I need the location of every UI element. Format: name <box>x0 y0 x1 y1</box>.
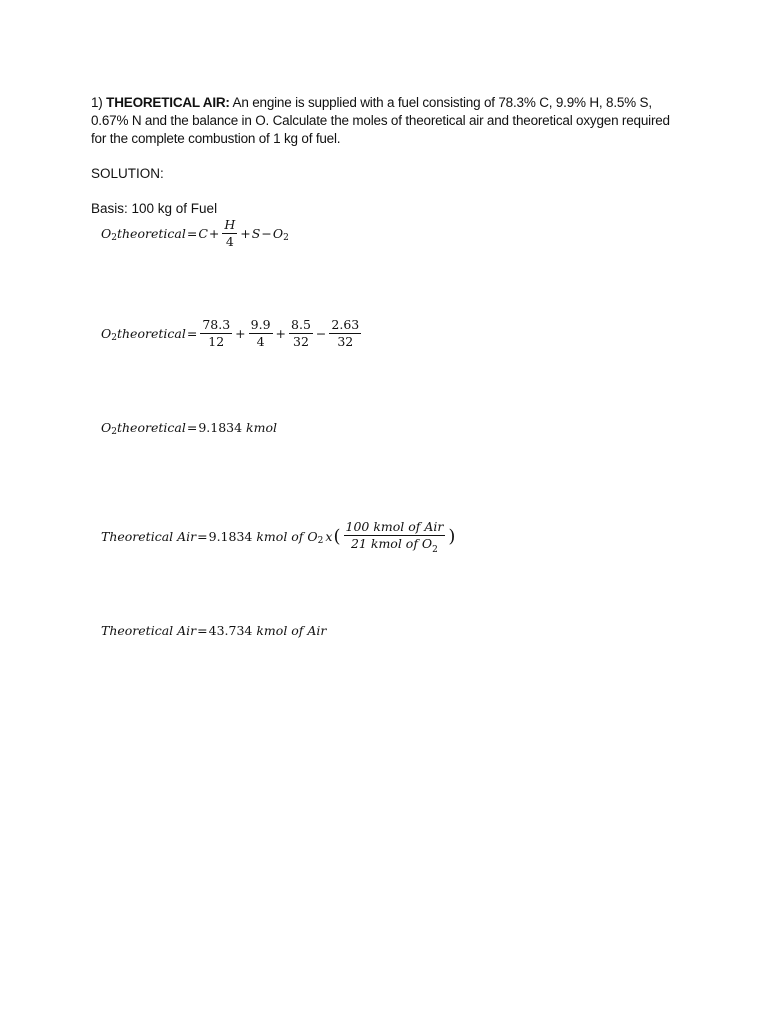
solution-label: SOLUTION: <box>91 166 164 181</box>
eq4-value: 9.1834 <box>208 529 253 544</box>
eq3-equals: = <box>186 420 198 435</box>
eq2-minus: − <box>315 326 327 341</box>
eq5-lhs: Theoretical Air <box>101 623 197 638</box>
problem-text: An engine is supplied with a fuel consisting of 78.3% C, 9.9% H, 8.5% S, 0.67% N and the balance in O. Calculate the moles of theoretical air and theoretical oxygen required for the complete combustion of 1 kg of fuel. <box>91 95 670 146</box>
eq2-fraction-4 <box>329 318 361 349</box>
eq3-unit: kmol <box>246 420 277 435</box>
eq4-equals: = <box>197 529 208 544</box>
problem-number: 1) <box>91 95 103 110</box>
eq3-lhs-word: theoretical <box>116 420 186 435</box>
eq2-plus1: + <box>235 326 246 341</box>
eq2-f1-num: 78.3 <box>202 317 231 332</box>
eq1-fraction-h <box>222 218 237 249</box>
eq2-lhs-word: theoretical <box>116 326 186 341</box>
eq1-o: O <box>272 226 284 241</box>
eq1-o-sub: 2 <box>283 232 289 243</box>
eq2-f1-den: 12 <box>208 334 225 349</box>
eq4-lhs: Theoretical Air <box>101 529 197 544</box>
eq2-equals: = <box>186 326 198 341</box>
eq4-den <box>349 536 440 553</box>
eq2-f2-den: 4 <box>256 334 265 349</box>
eq4-num: 100 kmol of Air <box>345 519 444 534</box>
eq1-lhs-sub: 2 <box>111 232 117 243</box>
problem-statement <box>91 94 681 148</box>
eq2-lhs-sub: 2 <box>111 332 117 343</box>
eq2-f4-num: 2.63 <box>331 317 360 332</box>
eq4-unit: kmol of O <box>256 529 318 544</box>
problem-heading: THEORETICAL AIR: <box>106 95 230 110</box>
eq2-f3-den: 32 <box>293 334 309 349</box>
eq1-s: S <box>251 226 261 241</box>
eq2-lhs-o: O <box>101 326 112 341</box>
eq5-equals: = <box>197 623 208 638</box>
equation-o2-formula <box>101 218 289 249</box>
eq2-f4-den: 32 <box>337 334 354 349</box>
eq1-equals: = <box>186 226 198 241</box>
eq2-f2-num: 9.9 <box>250 317 271 332</box>
eq4-fraction <box>344 520 446 553</box>
eq3-value: 9.1834 <box>198 420 243 435</box>
eq5-value: 43.734 <box>208 623 253 638</box>
equation-air-conversion <box>101 520 456 553</box>
eq4-den-text: 21 kmol of O <box>350 536 433 551</box>
eq3-lhs-o: O <box>101 420 112 435</box>
eq1-h-den: 4 <box>225 234 234 249</box>
eq4-times: x <box>325 529 333 544</box>
eq1-minus: − <box>261 226 272 241</box>
eq3-lhs-sub: 2 <box>111 426 117 437</box>
eq2-fraction-2 <box>249 318 273 349</box>
eq1-c: C <box>198 226 208 241</box>
eq1-plus1: + <box>208 226 220 241</box>
equation-air-result <box>101 623 326 638</box>
eq1-lhs-word: theoretical <box>116 226 186 241</box>
eq2-fraction-3 <box>289 318 313 349</box>
eq4-den-sub: 2 <box>432 545 438 555</box>
eq1-plus2: + <box>240 226 251 241</box>
eq2-plus2: + <box>275 326 287 341</box>
eq1-h-num: H <box>224 217 236 232</box>
eq4-open-paren: ( <box>333 526 341 547</box>
equation-o2-result <box>101 420 277 435</box>
eq4-close-paren: ) <box>448 526 456 547</box>
eq4-unit-sub: 2 <box>317 535 324 546</box>
eq5-unit: kmol of Air <box>256 623 327 638</box>
eq2-f3-num: 8.5 <box>291 317 311 332</box>
basis-line: Basis: 100 kg of Fuel <box>91 201 218 216</box>
equation-o2-substitution <box>101 318 363 349</box>
eq2-fraction-1 <box>200 318 232 349</box>
eq1-lhs-o: O <box>101 226 112 241</box>
